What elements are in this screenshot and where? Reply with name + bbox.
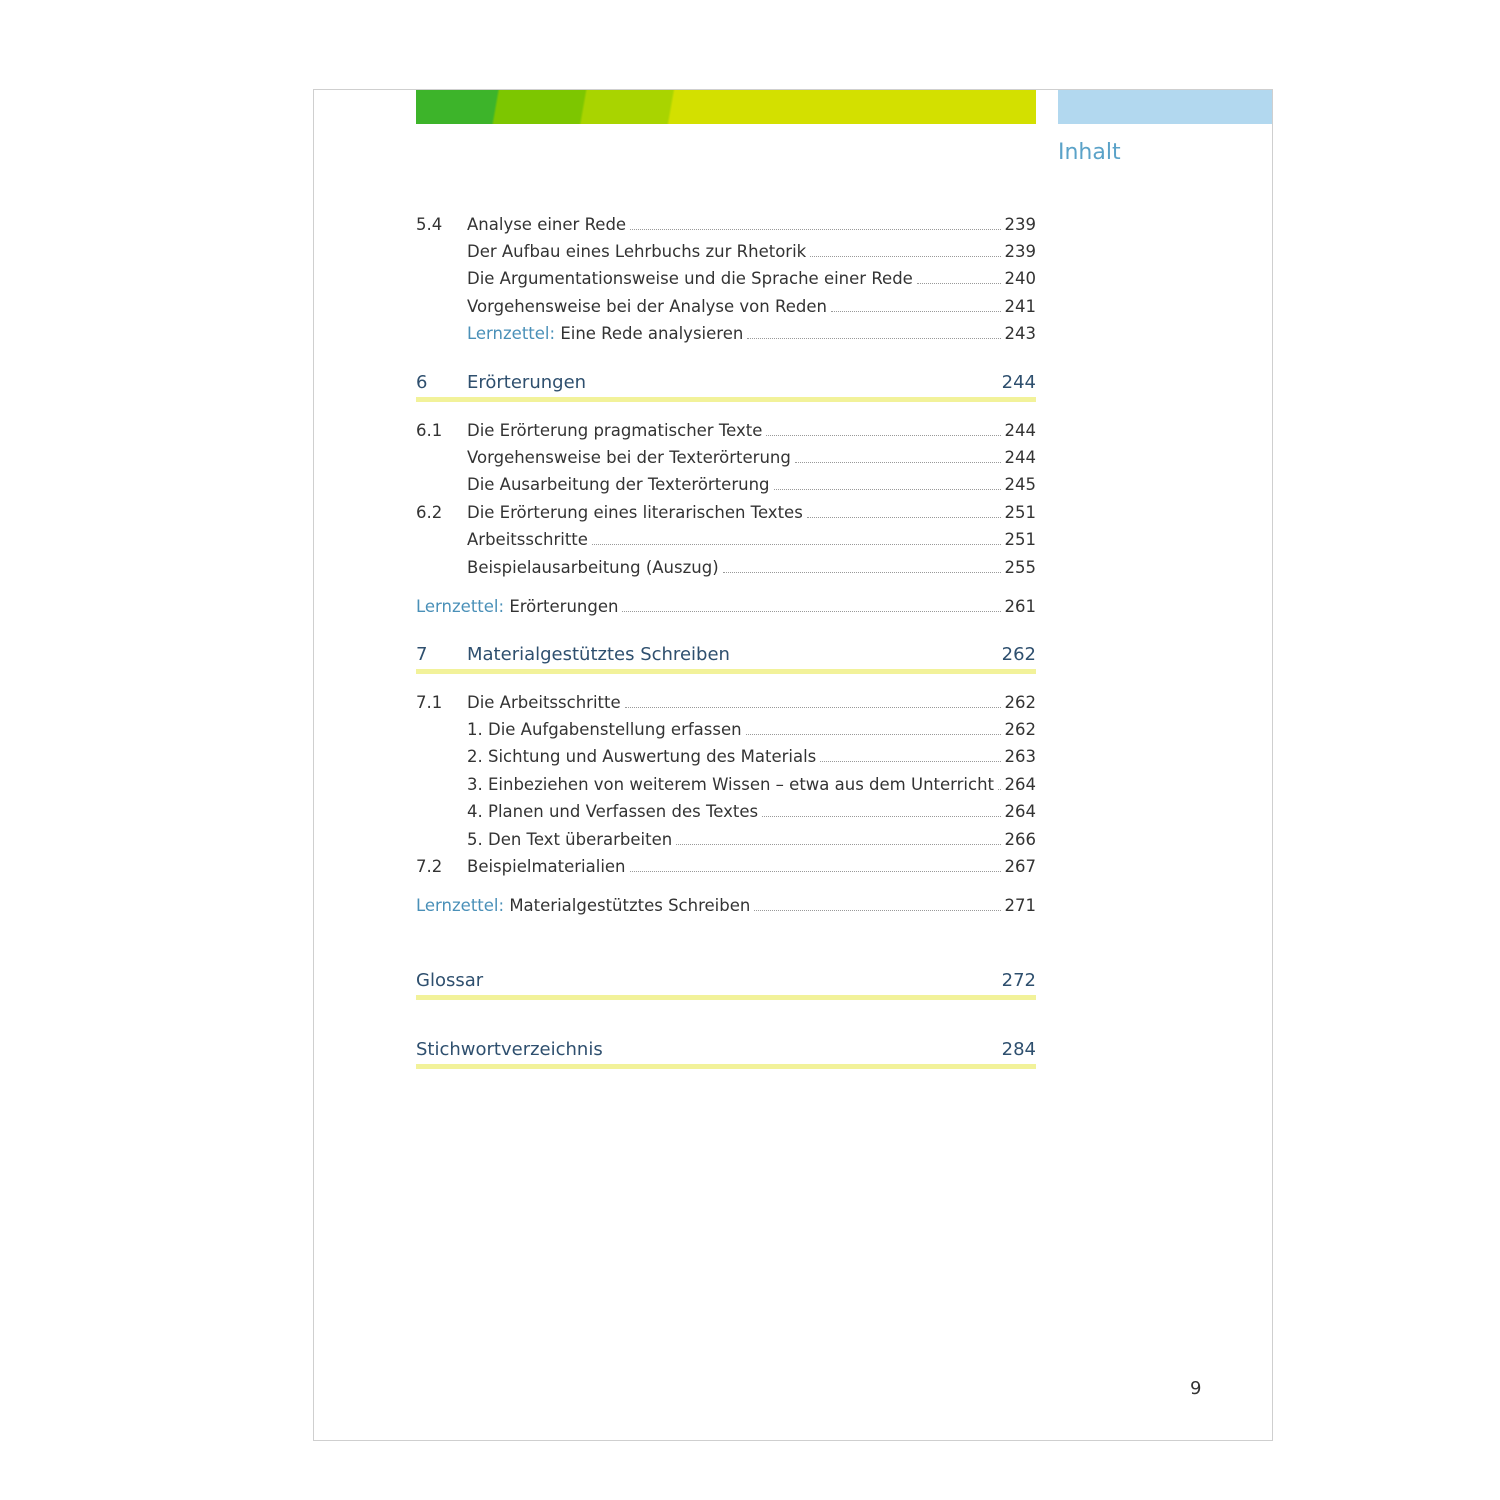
entry-title: Beispielmaterialien [467,857,626,876]
entry-title: Die Arbeitsschritte [467,693,621,712]
toc-entry[interactable] [416,528,1036,550]
chapter-underline [416,1064,1036,1069]
entry-page: 266 [1004,830,1036,849]
entry-page: 251 [1004,503,1036,522]
entry-title: Die Erörterung eines literarischen Textes [467,503,803,522]
entry-title: Analyse einer Rede [467,215,627,234]
entry-page: 262 [1004,693,1036,712]
header-color-band [416,90,1036,124]
lernzettel-prefix: Lernzettel: [416,597,505,616]
dot-leader [820,761,1001,762]
toc-entry[interactable] [416,322,1036,344]
dot-leader [998,789,1001,790]
chapter-title: Glossar [416,970,484,991]
dot-leader [723,572,1001,573]
entry-number: 5.4 [416,215,443,234]
entry-title: Erörterungen [509,597,619,616]
entry-title: Die Ausarbeitung der Texterörterung [467,475,770,494]
entry-page: 264 [1004,802,1036,821]
toc-entry[interactable] [416,295,1036,317]
dot-leader [807,517,1001,518]
entry-page: 251 [1004,530,1036,549]
entry-page: 239 [1004,215,1036,234]
chapter-underline [416,397,1036,402]
toc-entry[interactable] [416,718,1036,740]
chapter-page: 262 [1001,644,1036,665]
entry-page: 245 [1004,475,1036,494]
toc-entry[interactable] [416,855,1036,877]
dot-leader [831,311,1001,312]
entry-page: 255 [1004,558,1036,577]
chapter-number: 7 [416,644,428,665]
entry-title: Beispielausarbeitung (Auszug) [467,558,719,577]
toc-entry[interactable] [416,556,1036,578]
entry-title: 3. Einbeziehen von weiterem Wissen – etwa aus dem Unterricht [467,775,995,794]
dot-leader [754,910,1001,911]
entry-page: 244 [1004,448,1036,467]
toc-entry[interactable] [416,213,1036,235]
toc-entry[interactable] [416,800,1036,822]
chapter-page: 244 [1001,372,1036,393]
dot-leader [795,462,1001,463]
dot-leader [917,283,1001,284]
dot-leader [766,435,1001,436]
chapter-heading[interactable] [416,968,1036,992]
chapter-underline [416,669,1036,674]
entry-number: 7.1 [416,693,443,712]
entry-title: Die Erörterung pragmatischer Texte [467,421,763,440]
entry-page: 241 [1004,297,1036,316]
entry-page: 244 [1004,421,1036,440]
toc-entry[interactable] [416,894,1036,916]
toc-entry[interactable] [416,828,1036,850]
entry-number: 6.1 [416,421,443,440]
dot-leader [676,844,1001,845]
entry-title: Vorgehensweise bei der Analyse von Reden [467,297,827,316]
entry-title: Der Aufbau eines Lehrbuchs zur Rhetorik [467,242,807,261]
dot-leader [592,544,1001,545]
entry-number: 6.2 [416,503,443,522]
lernzettel-prefix: Lernzettel: [467,324,556,343]
chapter-page: 272 [1001,970,1036,991]
toc-entry[interactable] [416,446,1036,468]
dot-leader [762,816,1001,817]
dot-leader [625,707,1001,708]
entry-title: Die Argumentationsweise und die Sprache einer Rede [467,269,913,288]
toc-entry[interactable] [416,240,1036,262]
toc-entry[interactable] [416,745,1036,767]
chapter-underline [416,995,1036,1000]
chapter-page: 284 [1001,1039,1036,1060]
entry-title: 2. Sichtung und Auswertung des Materials [467,747,817,766]
toc-entry[interactable] [416,595,1036,617]
entry-title: 4. Planen und Verfassen des Textes [467,802,759,821]
entry-page: 271 [1004,896,1036,915]
chapter-heading[interactable] [416,370,1036,394]
dot-leader [747,338,1001,339]
entry-page: 243 [1004,324,1036,343]
toc-entry[interactable] [416,419,1036,441]
chapter-number: 6 [416,372,428,393]
dot-leader [622,611,1001,612]
section-label: Inhalt [1058,140,1121,165]
entry-page: 267 [1004,857,1036,876]
chapter-title: Erörterungen [467,372,587,393]
entry-page: 263 [1004,747,1036,766]
entry-title: 1. Die Aufgabenstellung erfassen [467,720,742,739]
entry-page: 261 [1004,597,1036,616]
entry-title: 5. Den Text überarbeiten [467,830,673,849]
dot-leader [746,734,1001,735]
entry-number: 7.2 [416,857,443,876]
toc-entry[interactable] [416,691,1036,713]
chapter-title: Materialgestütztes Schreiben [467,644,730,665]
toc-entry[interactable] [416,773,1036,795]
lernzettel-prefix: Lernzettel: [416,896,505,915]
entry-title: Vorgehensweise bei der Texterörterung [467,448,791,467]
chapter-title: Stichwortverzeichnis [416,1039,603,1060]
entry-title: Eine Rede analysieren [560,324,744,343]
toc-entry[interactable] [416,473,1036,495]
dot-leader [810,256,1001,257]
toc-entry[interactable] [416,501,1036,523]
dot-leader [630,871,1001,872]
dot-leader [630,229,1001,230]
toc-entry[interactable] [416,267,1036,289]
entry-page: 264 [1004,775,1036,794]
entry-page: 262 [1004,720,1036,739]
page-number: 9 [1190,1378,1202,1399]
entry-page: 239 [1004,242,1036,261]
entry-page: 240 [1004,269,1036,288]
chapter-heading[interactable] [416,1037,1036,1061]
header-blue-band [1058,90,1272,124]
dot-leader [774,489,1001,490]
entry-title: Materialgestütztes Schreiben [509,896,751,915]
chapter-heading[interactable] [416,642,1036,666]
entry-title: Arbeitsschritte [467,530,588,549]
